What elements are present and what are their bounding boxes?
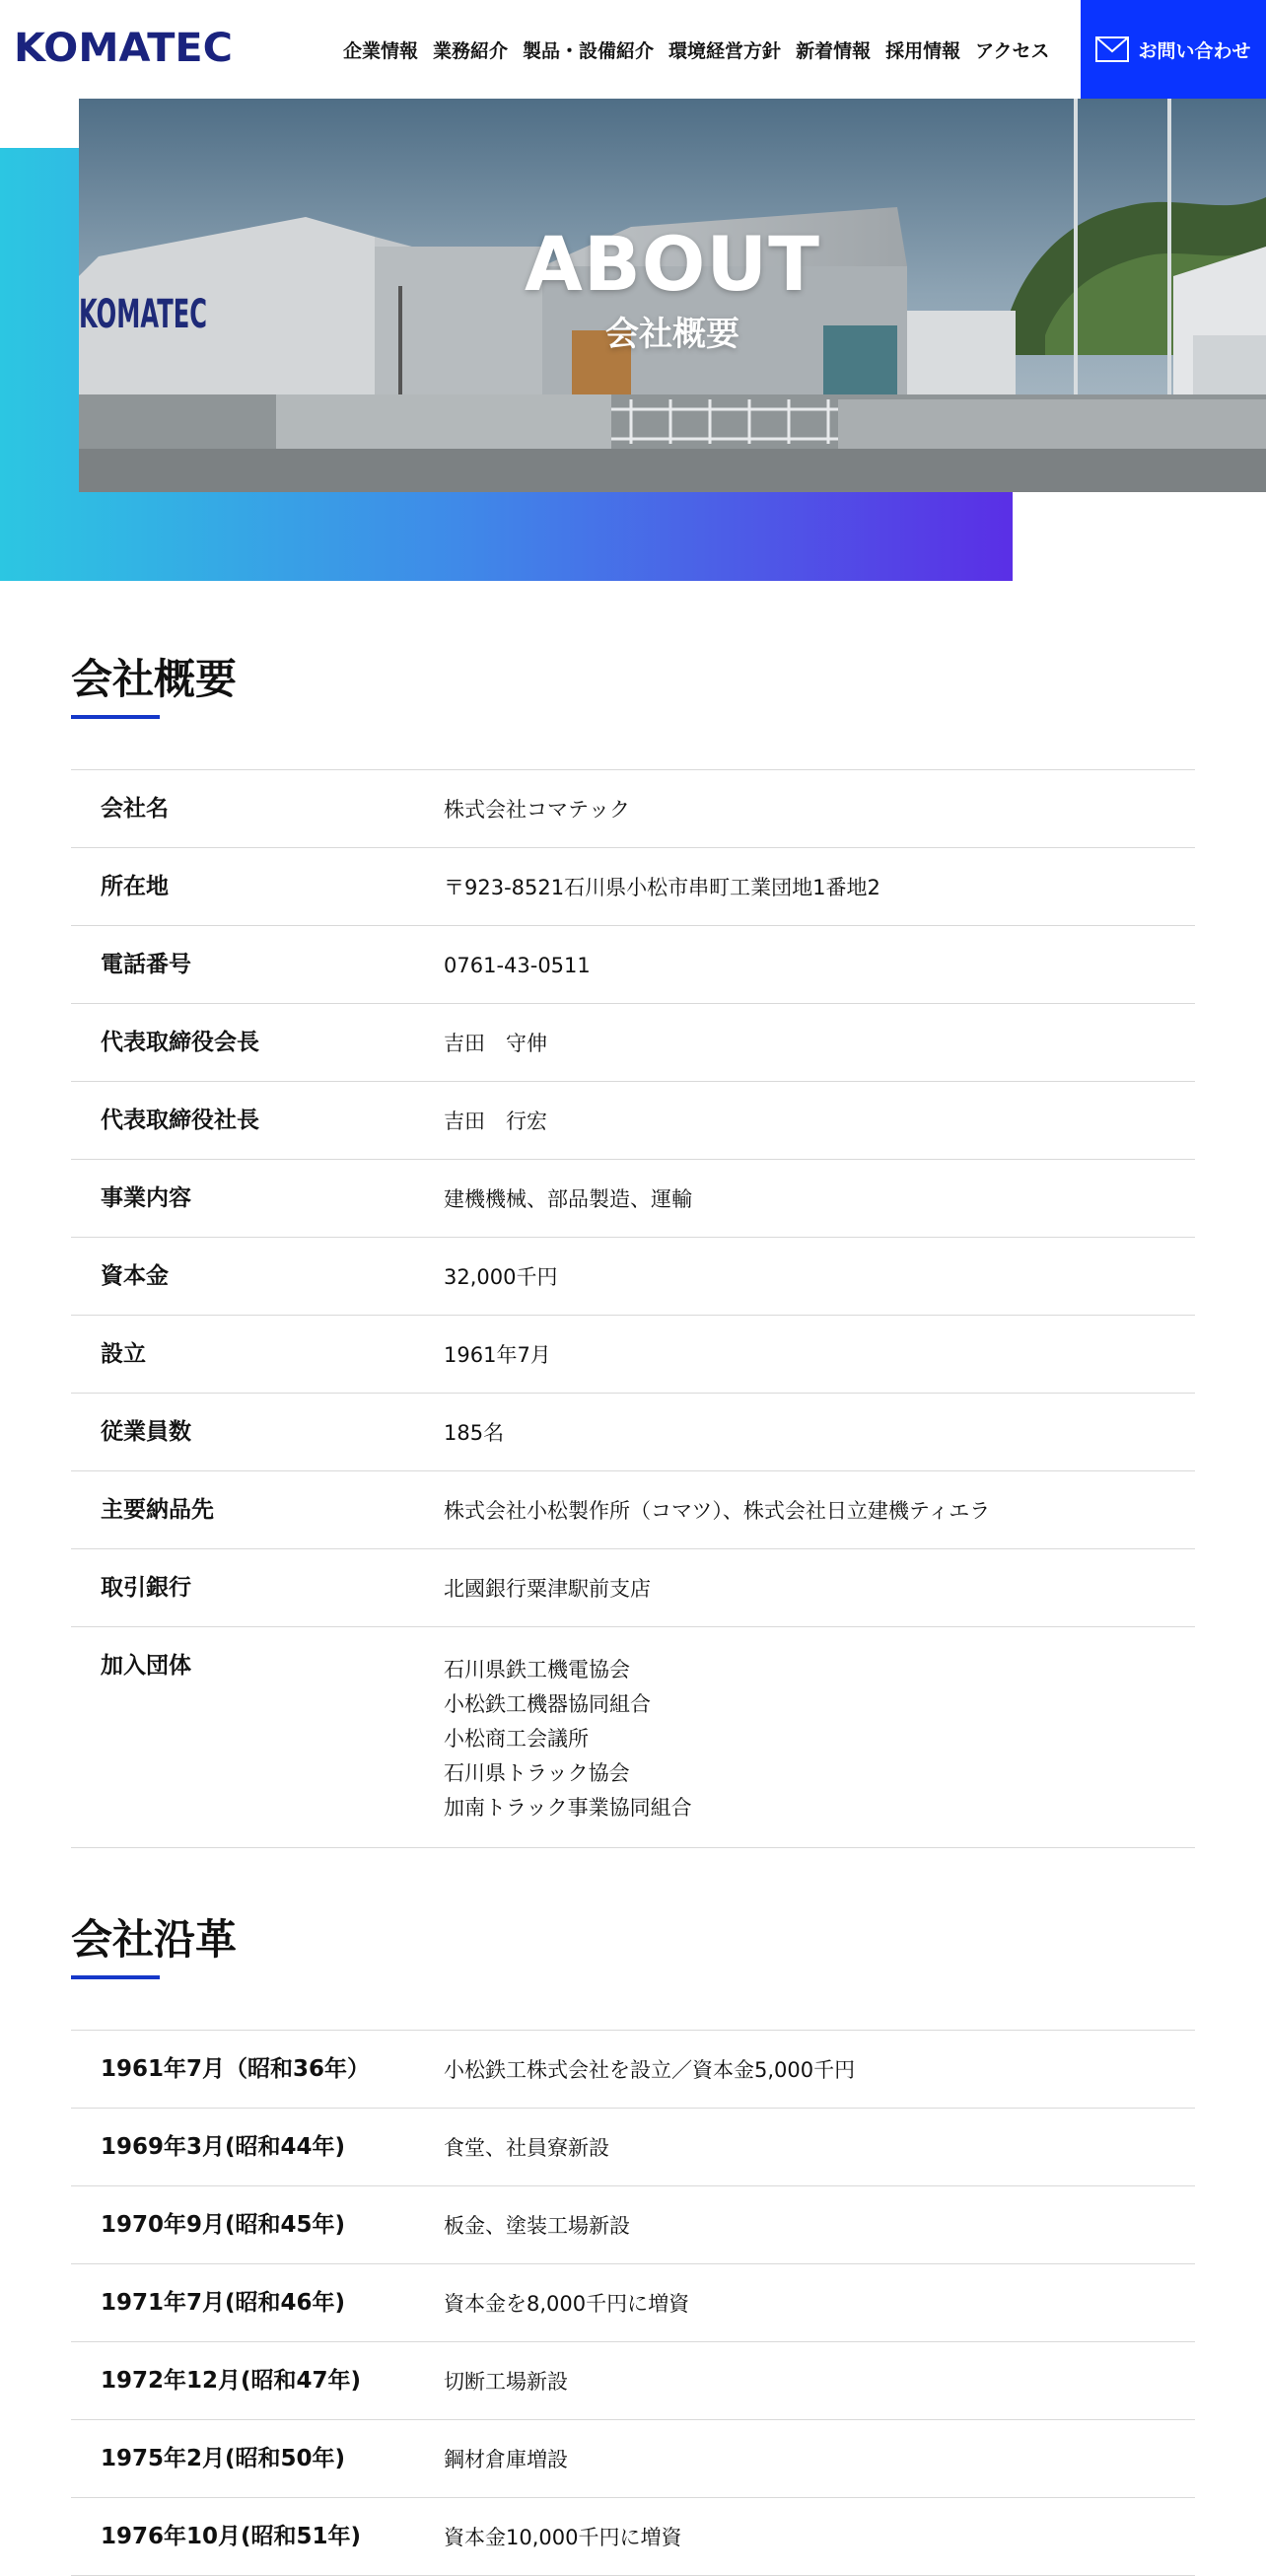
history-event: 板金、塗装工場新設 xyxy=(444,2214,630,2238)
row-label: 従業員数 xyxy=(101,1419,191,1445)
table-row xyxy=(71,1082,1195,1160)
table-row xyxy=(71,2420,1195,2498)
membership-item: 加南トラック事業協同組合 xyxy=(444,1796,692,1820)
row-label: 所在地 xyxy=(101,874,169,899)
table-row xyxy=(71,2031,1195,2109)
history-date: 1969年3月(昭和44年) xyxy=(101,2134,346,2160)
company-history-table xyxy=(71,2030,1195,2576)
row-label: 会社名 xyxy=(101,796,169,822)
history-heading-underline xyxy=(71,1975,160,1979)
row-label: 設立 xyxy=(101,1341,146,1367)
history-date: 1970年9月(昭和45年) xyxy=(101,2212,346,2238)
overview-heading-underline xyxy=(71,715,160,719)
history-event: 資本金10,000千円に増資 xyxy=(444,2526,682,2549)
row-value: 株式会社コマテック xyxy=(444,798,630,822)
table-row xyxy=(71,2342,1195,2420)
row-value: 吉田 守伸 xyxy=(444,1032,547,1055)
table-row xyxy=(71,1316,1195,1394)
nav-business[interactable]: 業務紹介 xyxy=(433,39,509,62)
membership-item: 石川県トラック協会 xyxy=(444,1761,630,1785)
mail-icon xyxy=(1095,36,1129,62)
table-row xyxy=(71,2498,1195,2576)
table-row xyxy=(71,926,1195,1004)
row-value: 32,000千円 xyxy=(444,1265,558,1289)
contact-button[interactable] xyxy=(1081,0,1266,99)
membership-list xyxy=(444,1627,1195,1847)
table-row xyxy=(71,2109,1195,2186)
history-event: 切断工場新設 xyxy=(444,2370,568,2394)
global-nav xyxy=(343,0,1065,99)
contact-button-label: お問い合わせ xyxy=(1138,39,1251,62)
row-label: 加入団体 xyxy=(101,1653,191,1679)
table-row xyxy=(71,770,1195,848)
row-label: 電話番号 xyxy=(101,952,191,977)
komatec-logo[interactable] xyxy=(14,26,233,71)
nav-environment-policy[interactable]: 環境経営方針 xyxy=(668,39,782,62)
membership-item: 小松鉄工機器協同組合 xyxy=(444,1692,651,1716)
history-event: 資本金を8,000千円に増資 xyxy=(444,2292,690,2316)
row-value: 185名 xyxy=(444,1421,505,1445)
row-label: 事業内容 xyxy=(101,1185,191,1211)
table-row xyxy=(71,1238,1195,1316)
row-value: 建機機械、部品製造、運輸 xyxy=(444,1187,692,1211)
row-label: 代表取締役社長 xyxy=(101,1108,259,1133)
table-row xyxy=(71,1471,1195,1549)
row-label: 主要納品先 xyxy=(101,1497,214,1523)
history-event: 小松鉄工株式会社を設立／資本金5,000千円 xyxy=(444,2058,856,2082)
table-row xyxy=(71,1160,1195,1238)
row-label: 代表取締役会長 xyxy=(101,1030,259,1055)
table-row xyxy=(71,2264,1195,2342)
history-date: 1972年12月(昭和47年) xyxy=(101,2368,362,2394)
nav-news[interactable]: 新着情報 xyxy=(796,39,872,62)
history-date: 1975年2月(昭和50年) xyxy=(101,2446,346,2471)
row-value: 〒923-8521石川県小松市串町工業団地1番地2 xyxy=(444,876,880,899)
hero-title: ABOUT xyxy=(525,220,820,308)
row-value: 株式会社小松製作所（コマツ）、株式会社日立建機ティエラ xyxy=(444,1499,991,1523)
table-row xyxy=(71,1004,1195,1082)
table-row xyxy=(71,848,1195,926)
svg-text:KOMATEC: KOMATEC xyxy=(14,26,233,71)
history-heading: 会社沿革 xyxy=(71,1915,238,1964)
history-date: 1961年7月（昭和36年） xyxy=(101,2056,371,2082)
row-label: 取引銀行 xyxy=(101,1575,191,1601)
row-value: 吉田 行宏 xyxy=(444,1109,547,1133)
row-value: 1961年7月 xyxy=(444,1343,551,1367)
table-row-membership xyxy=(71,1627,1195,1848)
svg-text:KOMATEC: KOMATEC xyxy=(79,292,207,337)
overview-heading: 会社概要 xyxy=(71,655,238,703)
row-value: 北國銀行粟津駅前支店 xyxy=(444,1577,651,1601)
history-date: 1976年10月(昭和51年) xyxy=(101,2524,362,2549)
row-label: 資本金 xyxy=(101,1263,169,1289)
hero-subtitle: 会社概要 xyxy=(605,315,739,354)
table-row xyxy=(71,1394,1195,1471)
company-overview-table xyxy=(71,769,1195,1848)
membership-item: 石川県鉄工機電協会 xyxy=(444,1658,630,1682)
membership-item: 小松商工会議所 xyxy=(444,1727,589,1751)
history-event: 鋼材倉庫増設 xyxy=(444,2448,568,2471)
history-event: 食堂、社員寮新設 xyxy=(444,2136,609,2160)
table-row xyxy=(71,1549,1195,1627)
history-date: 1971年7月(昭和46年) xyxy=(101,2290,346,2316)
table-row xyxy=(71,2186,1195,2264)
nav-recruit[interactable]: 採用情報 xyxy=(885,39,961,62)
nav-access[interactable]: アクセス xyxy=(975,39,1050,62)
nav-company-info[interactable]: 企業情報 xyxy=(343,39,419,62)
row-value: 0761-43-0511 xyxy=(444,954,591,977)
site-header xyxy=(0,0,1266,99)
nav-products-equipment[interactable]: 製品・設備紹介 xyxy=(523,39,655,62)
